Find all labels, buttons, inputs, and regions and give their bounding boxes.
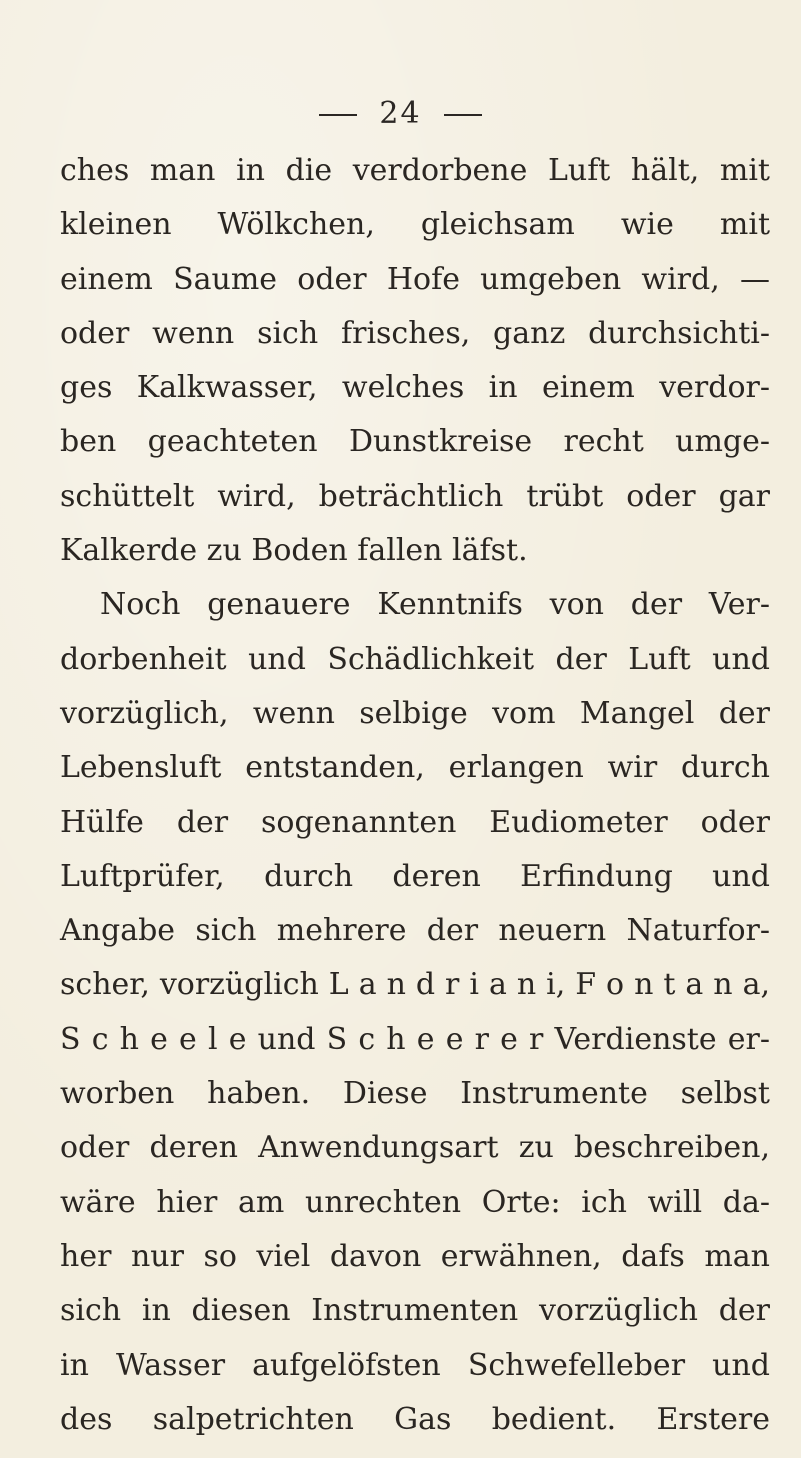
text-line-11: vorzüglich, wenn selbige vom Mangel der [60, 695, 770, 731]
text-line-6: ben geachteten Dunstkreise recht umge- [60, 424, 770, 460]
body-text [60, 144, 770, 1447]
right-dash [444, 114, 482, 116]
text-line-8: Kalkerde zu Boden fallen läfst. [60, 533, 528, 569]
text-line-12: Lebensluft entstanden, erlangen wir durch [60, 750, 770, 786]
text-line-15: Angabe sich mehrere der neuern Naturfor- [60, 913, 770, 949]
text-line-2: kleinen Wölkchen, gleichsam wie mit [60, 207, 770, 243]
text-line-10: dorbenheit und Schädlichkeit der Luft und [60, 641, 770, 677]
text-line-3: einem Saume oder Hofe umgeben wird, — [60, 261, 770, 297]
text-line-16: scher, vorzüglich L a n d r i a n i, F o n t a n a, [60, 967, 770, 1003]
text-line-17: S c h e e l e und S c h e e r e r Verdienste er- [60, 1021, 770, 1057]
text-line-24: des salpetrichten Gas bedient. Erstere [60, 1401, 770, 1437]
text-line-18: worben haben. Diese Instrumente selbst [60, 1076, 770, 1112]
text-line-14: Luftprüfer, durch deren Erfindung und [60, 858, 770, 894]
text-line-21: her nur so viel davon erwähnen, dafs man [60, 1238, 770, 1274]
text-line-20: wäre hier am unrechten Orte: ich will da- [60, 1184, 770, 1220]
text-line-7: schüttelt wird, beträchtlich trübt oder gar [60, 478, 770, 514]
text-line-9: Noch genauere Kenntnifs von der Ver- [100, 587, 770, 623]
text-line-4: oder wenn sich frisches, ganz durchsichti- [60, 315, 770, 351]
page-number: 24 [379, 96, 422, 131]
text-line-5: ges Kalkwasser, welches in einem verdor- [60, 370, 770, 406]
text-line-13: Hülfe der sogenannten Eudiometer oder [60, 804, 770, 840]
left-dash [319, 114, 357, 116]
text-line-19: oder deren Anwendungsart zu beschreiben, [60, 1130, 770, 1166]
page-number-header [0, 96, 801, 131]
text-line-23: in Wasser aufgelöfsten Schwefelleber und [60, 1347, 770, 1383]
text-line-1: ches man in die verdorbene Luft hält, mit [60, 153, 770, 188]
text-line-22: sich in diesen Instrumenten vorzüglich der [60, 1293, 770, 1329]
